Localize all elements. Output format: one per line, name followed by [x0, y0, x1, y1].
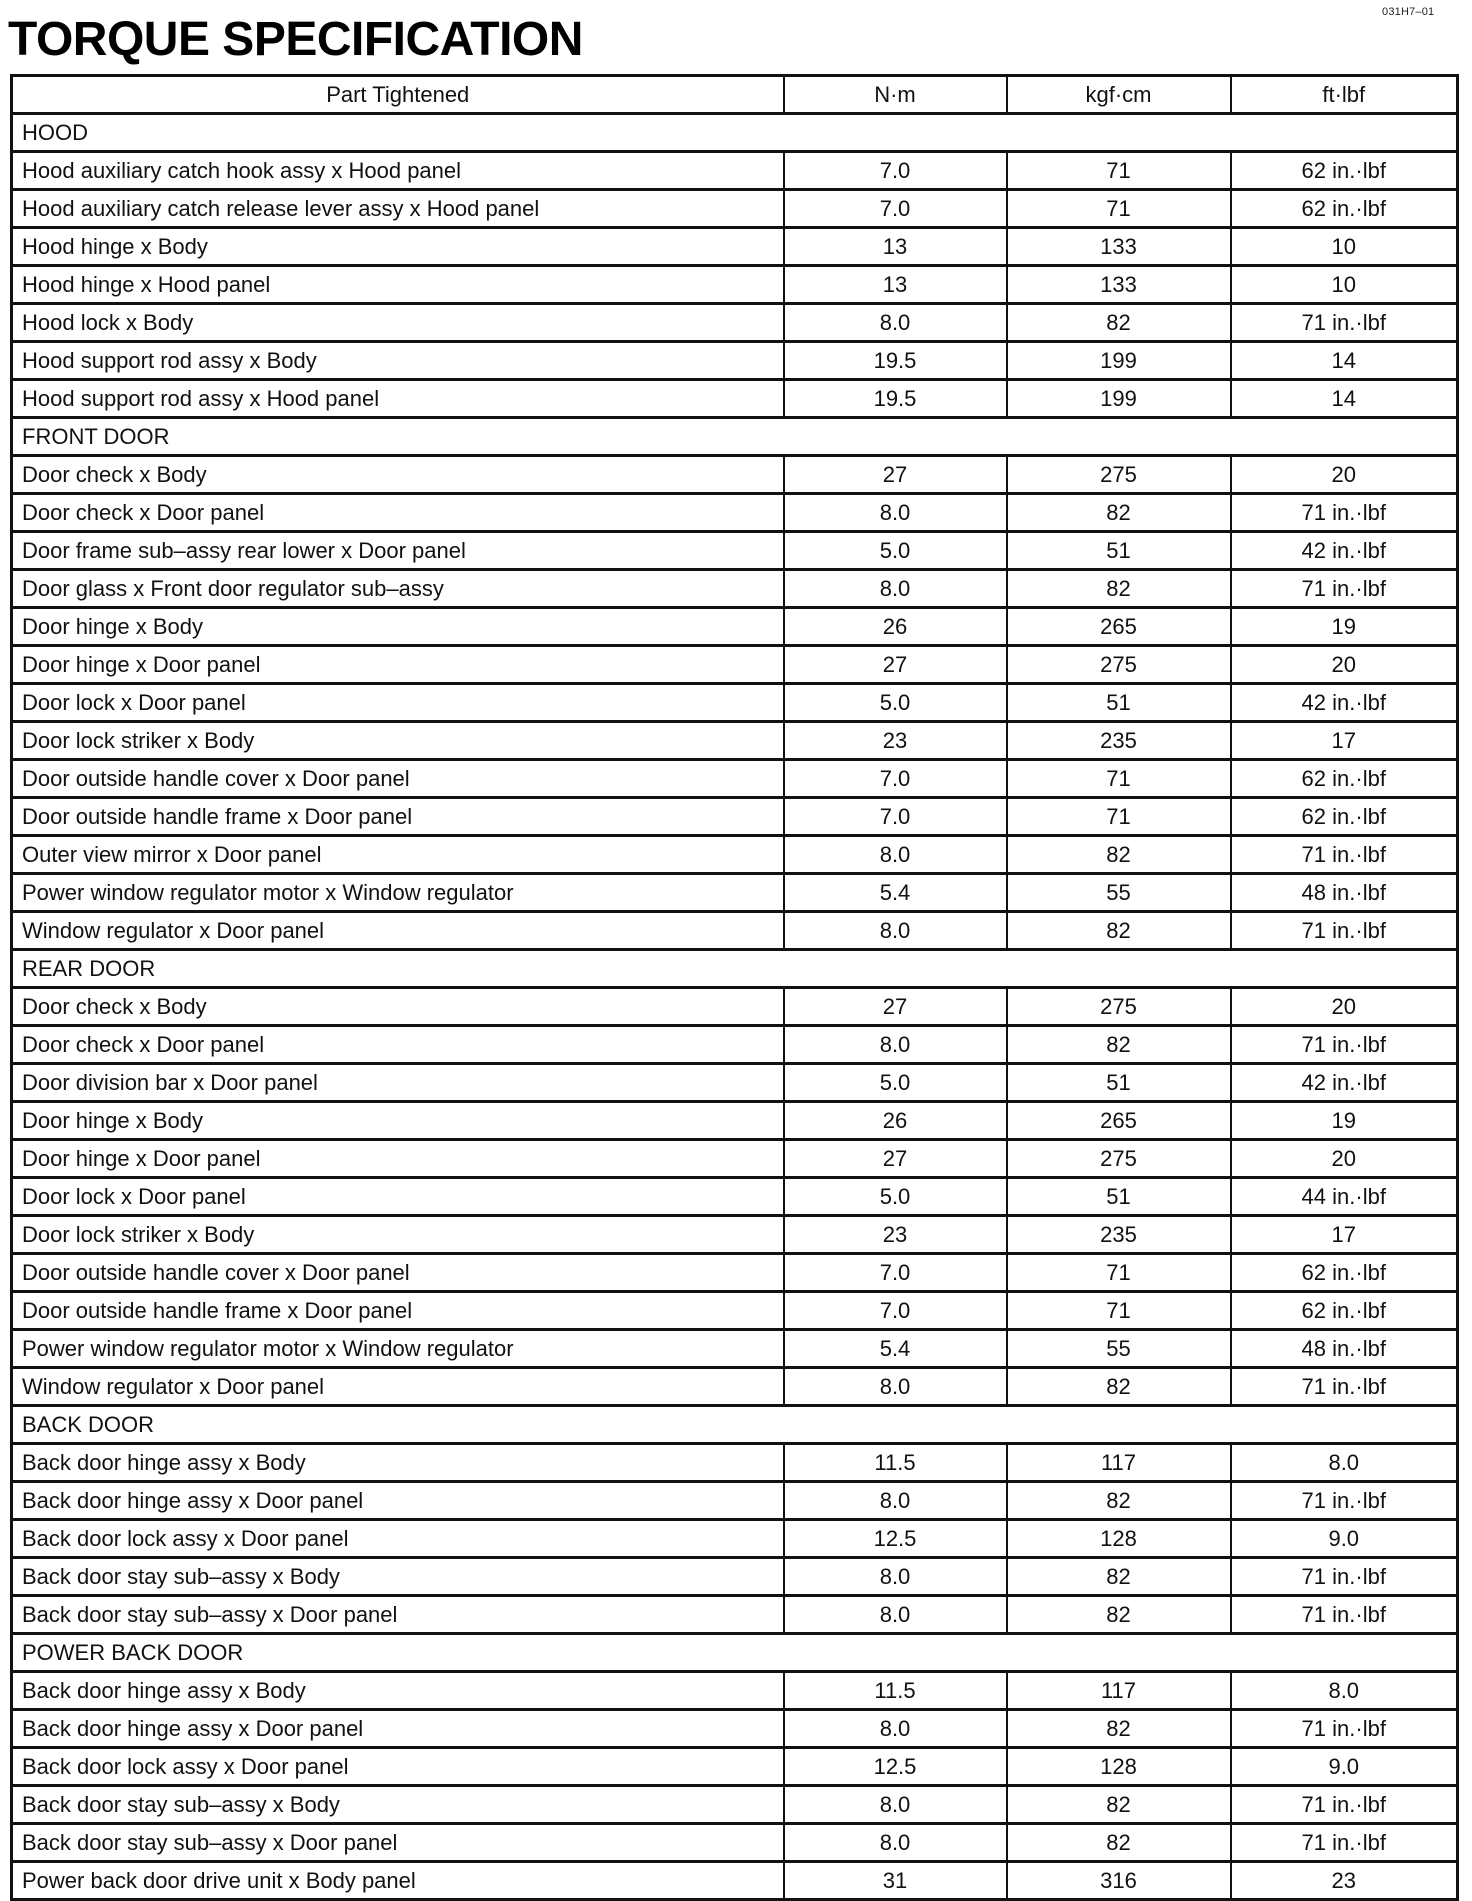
nm-cell: 23: [784, 722, 1007, 760]
nm-cell: 7.0: [784, 1254, 1007, 1292]
table-row: [12, 1710, 1458, 1748]
table-row: [12, 646, 1458, 684]
part-tightened-cell: Hood support rod assy x Body: [12, 342, 784, 380]
nm-cell: 5.0: [784, 1064, 1007, 1102]
part-tightened-cell: Hood support rod assy x Hood panel: [12, 380, 784, 418]
part-tightened-cell: Door check x Body: [12, 456, 784, 494]
kgf-cm-cell: 82: [1007, 1558, 1231, 1596]
nm-cell: 8.0: [784, 836, 1007, 874]
nm-cell: 27: [784, 1140, 1007, 1178]
table-body: [12, 114, 1458, 1900]
table-row: [12, 456, 1458, 494]
kgf-cm-cell: 316: [1007, 1862, 1231, 1900]
section-title: BACK DOOR: [12, 1406, 1458, 1444]
part-tightened-cell: Back door lock assy x Door panel: [12, 1748, 784, 1786]
table-row: [12, 874, 1458, 912]
ft-lbf-cell: 20: [1231, 1140, 1458, 1178]
part-tightened-cell: Door outside handle cover x Door panel: [12, 760, 784, 798]
ft-lbf-cell: 62 in.·lbf: [1231, 798, 1458, 836]
table-row: [12, 494, 1458, 532]
part-tightened-cell: Hood hinge x Hood panel: [12, 266, 784, 304]
header-part-tightened: Part Tightened: [12, 76, 784, 114]
kgf-cm-cell: 275: [1007, 456, 1231, 494]
kgf-cm-cell: 82: [1007, 1596, 1231, 1634]
table-row: [12, 1254, 1458, 1292]
table-row: [12, 1786, 1458, 1824]
ft-lbf-cell: 9.0: [1231, 1520, 1458, 1558]
nm-cell: 11.5: [784, 1672, 1007, 1710]
section-title: POWER BACK DOOR: [12, 1634, 1458, 1672]
table-row: [12, 722, 1458, 760]
ft-lbf-cell: 71 in.·lbf: [1231, 494, 1458, 532]
table-row: [12, 1368, 1458, 1406]
part-tightened-cell: Outer view mirror x Door panel: [12, 836, 784, 874]
section-row: [12, 950, 1458, 988]
table-row: [12, 532, 1458, 570]
nm-cell: 7.0: [784, 152, 1007, 190]
table-row: [12, 1216, 1458, 1254]
nm-cell: 26: [784, 1102, 1007, 1140]
table-row: [12, 760, 1458, 798]
section-row: [12, 1406, 1458, 1444]
nm-cell: 27: [784, 646, 1007, 684]
ft-lbf-cell: 42 in.·lbf: [1231, 1064, 1458, 1102]
nm-cell: 5.0: [784, 532, 1007, 570]
part-tightened-cell: Door hinge x Door panel: [12, 646, 784, 684]
table-row: [12, 342, 1458, 380]
part-tightened-cell: Door outside handle frame x Door panel: [12, 1292, 784, 1330]
kgf-cm-cell: 199: [1007, 380, 1231, 418]
nm-cell: 8.0: [784, 1786, 1007, 1824]
table-row: [12, 570, 1458, 608]
part-tightened-cell: Back door hinge assy x Door panel: [12, 1482, 784, 1520]
part-tightened-cell: Door division bar x Door panel: [12, 1064, 784, 1102]
ft-lbf-cell: 10: [1231, 266, 1458, 304]
table-row: [12, 1558, 1458, 1596]
part-tightened-cell: Back door stay sub–assy x Door panel: [12, 1596, 784, 1634]
kgf-cm-cell: 82: [1007, 1786, 1231, 1824]
ft-lbf-cell: 10: [1231, 228, 1458, 266]
part-tightened-cell: Door lock striker x Body: [12, 722, 784, 760]
nm-cell: 26: [784, 608, 1007, 646]
kgf-cm-cell: 71: [1007, 798, 1231, 836]
part-tightened-cell: Hood hinge x Body: [12, 228, 784, 266]
part-tightened-cell: Back door stay sub–assy x Body: [12, 1786, 784, 1824]
table-row: [12, 266, 1458, 304]
ft-lbf-cell: 62 in.·lbf: [1231, 1254, 1458, 1292]
part-tightened-cell: Power back door drive unit x Body panel: [12, 1862, 784, 1900]
ft-lbf-cell: 62 in.·lbf: [1231, 1292, 1458, 1330]
ft-lbf-cell: 71 in.·lbf: [1231, 1368, 1458, 1406]
kgf-cm-cell: 82: [1007, 836, 1231, 874]
part-tightened-cell: Power window regulator motor x Window regulator: [12, 874, 784, 912]
kgf-cm-cell: 265: [1007, 608, 1231, 646]
table-row: [12, 228, 1458, 266]
kgf-cm-cell: 235: [1007, 722, 1231, 760]
ft-lbf-cell: 8.0: [1231, 1444, 1458, 1482]
kgf-cm-cell: 82: [1007, 912, 1231, 950]
table-row: [12, 190, 1458, 228]
kgf-cm-cell: 82: [1007, 1368, 1231, 1406]
table-row: [12, 836, 1458, 874]
nm-cell: 7.0: [784, 190, 1007, 228]
kgf-cm-cell: 82: [1007, 570, 1231, 608]
nm-cell: 8.0: [784, 304, 1007, 342]
ft-lbf-cell: 14: [1231, 380, 1458, 418]
part-tightened-cell: Back door hinge assy x Door panel: [12, 1710, 784, 1748]
table-row: [12, 1330, 1458, 1368]
ft-lbf-cell: 71 in.·lbf: [1231, 304, 1458, 342]
part-tightened-cell: Door lock x Door panel: [12, 1178, 784, 1216]
nm-cell: 31: [784, 1862, 1007, 1900]
kgf-cm-cell: 55: [1007, 1330, 1231, 1368]
nm-cell: 12.5: [784, 1520, 1007, 1558]
part-tightened-cell: Window regulator x Door panel: [12, 912, 784, 950]
nm-cell: 23: [784, 1216, 1007, 1254]
part-tightened-cell: Door hinge x Body: [12, 608, 784, 646]
ft-lbf-cell: 14: [1231, 342, 1458, 380]
ft-lbf-cell: 71 in.·lbf: [1231, 1026, 1458, 1064]
table-row: [12, 608, 1458, 646]
nm-cell: 27: [784, 456, 1007, 494]
kgf-cm-cell: 199: [1007, 342, 1231, 380]
kgf-cm-cell: 275: [1007, 646, 1231, 684]
nm-cell: 12.5: [784, 1748, 1007, 1786]
nm-cell: 19.5: [784, 342, 1007, 380]
ft-lbf-cell: 71 in.·lbf: [1231, 1482, 1458, 1520]
ft-lbf-cell: 20: [1231, 988, 1458, 1026]
table-row: [12, 1178, 1458, 1216]
nm-cell: 7.0: [784, 1292, 1007, 1330]
ft-lbf-cell: 17: [1231, 722, 1458, 760]
part-tightened-cell: Hood lock x Body: [12, 304, 784, 342]
table-row: [12, 1824, 1458, 1862]
nm-cell: 8.0: [784, 1026, 1007, 1064]
ft-lbf-cell: 19: [1231, 1102, 1458, 1140]
nm-cell: 8.0: [784, 1596, 1007, 1634]
ft-lbf-cell: 20: [1231, 646, 1458, 684]
nm-cell: 8.0: [784, 494, 1007, 532]
table-row: [12, 1748, 1458, 1786]
table-row: [12, 152, 1458, 190]
kgf-cm-cell: 128: [1007, 1748, 1231, 1786]
nm-cell: 19.5: [784, 380, 1007, 418]
ft-lbf-cell: 71 in.·lbf: [1231, 1596, 1458, 1634]
nm-cell: 8.0: [784, 1824, 1007, 1862]
part-tightened-cell: Door hinge x Body: [12, 1102, 784, 1140]
section-title: FRONT DOOR: [12, 418, 1458, 456]
nm-cell: 7.0: [784, 760, 1007, 798]
table-row: [12, 684, 1458, 722]
table-row: [12, 1026, 1458, 1064]
ft-lbf-cell: 48 in.·lbf: [1231, 874, 1458, 912]
ft-lbf-cell: 48 in.·lbf: [1231, 1330, 1458, 1368]
ft-lbf-cell: 42 in.·lbf: [1231, 684, 1458, 722]
kgf-cm-cell: 71: [1007, 760, 1231, 798]
section-row: [12, 1634, 1458, 1672]
table-row: [12, 304, 1458, 342]
kgf-cm-cell: 55: [1007, 874, 1231, 912]
nm-cell: 8.0: [784, 1558, 1007, 1596]
part-tightened-cell: Back door hinge assy x Body: [12, 1444, 784, 1482]
part-tightened-cell: Door check x Door panel: [12, 494, 784, 532]
nm-cell: 8.0: [784, 570, 1007, 608]
kgf-cm-cell: 117: [1007, 1672, 1231, 1710]
kgf-cm-cell: 82: [1007, 494, 1231, 532]
table-row: [12, 1520, 1458, 1558]
page-title: TORQUE SPECIFICATION: [8, 13, 583, 66]
table-row: [12, 1102, 1458, 1140]
ft-lbf-cell: 71 in.·lbf: [1231, 1786, 1458, 1824]
header-nm: N·m: [784, 76, 1007, 114]
ft-lbf-cell: 71 in.·lbf: [1231, 1824, 1458, 1862]
kgf-cm-cell: 133: [1007, 228, 1231, 266]
part-tightened-cell: Back door hinge assy x Body: [12, 1672, 784, 1710]
document-code: 031H7–01: [1382, 6, 1435, 18]
ft-lbf-cell: 62 in.·lbf: [1231, 190, 1458, 228]
kgf-cm-cell: 128: [1007, 1520, 1231, 1558]
nm-cell: 5.0: [784, 684, 1007, 722]
part-tightened-cell: Door lock striker x Body: [12, 1216, 784, 1254]
kgf-cm-cell: 71: [1007, 1254, 1231, 1292]
ft-lbf-cell: 17: [1231, 1216, 1458, 1254]
ft-lbf-cell: 71 in.·lbf: [1231, 1710, 1458, 1748]
ft-lbf-cell: 62 in.·lbf: [1231, 760, 1458, 798]
table-row: [12, 1444, 1458, 1482]
table-header-row: [12, 76, 1458, 114]
ft-lbf-cell: 20: [1231, 456, 1458, 494]
ft-lbf-cell: 23: [1231, 1862, 1458, 1900]
nm-cell: 7.0: [784, 798, 1007, 836]
kgf-cm-cell: 71: [1007, 152, 1231, 190]
nm-cell: 11.5: [784, 1444, 1007, 1482]
table-row: [12, 1672, 1458, 1710]
table-row: [12, 1064, 1458, 1102]
part-tightened-cell: Door hinge x Door panel: [12, 1140, 784, 1178]
part-tightened-cell: Door outside handle cover x Door panel: [12, 1254, 784, 1292]
kgf-cm-cell: 82: [1007, 1482, 1231, 1520]
part-tightened-cell: Back door stay sub–assy x Body: [12, 1558, 784, 1596]
part-tightened-cell: Door check x Body: [12, 988, 784, 1026]
ft-lbf-cell: 71 in.·lbf: [1231, 912, 1458, 950]
table-row: [12, 1292, 1458, 1330]
table-row: [12, 1862, 1458, 1900]
kgf-cm-cell: 235: [1007, 1216, 1231, 1254]
ft-lbf-cell: 71 in.·lbf: [1231, 836, 1458, 874]
section-title: HOOD: [12, 114, 1458, 152]
kgf-cm-cell: 51: [1007, 1178, 1231, 1216]
ft-lbf-cell: 44 in.·lbf: [1231, 1178, 1458, 1216]
torque-spec-table: [10, 74, 1459, 1901]
nm-cell: 13: [784, 266, 1007, 304]
kgf-cm-cell: 82: [1007, 1824, 1231, 1862]
section-row: [12, 114, 1458, 152]
part-tightened-cell: Door frame sub–assy rear lower x Door panel: [12, 532, 784, 570]
part-tightened-cell: Door glass x Front door regulator sub–assy: [12, 570, 784, 608]
kgf-cm-cell: 82: [1007, 304, 1231, 342]
part-tightened-cell: Door check x Door panel: [12, 1026, 784, 1064]
kgf-cm-cell: 133: [1007, 266, 1231, 304]
ft-lbf-cell: 71 in.·lbf: [1231, 1558, 1458, 1596]
kgf-cm-cell: 71: [1007, 1292, 1231, 1330]
table-row: [12, 380, 1458, 418]
kgf-cm-cell: 275: [1007, 1140, 1231, 1178]
part-tightened-cell: Hood auxiliary catch hook assy x Hood panel: [12, 152, 784, 190]
section-title: REAR DOOR: [12, 950, 1458, 988]
table-row: [12, 912, 1458, 950]
table-row: [12, 988, 1458, 1026]
part-tightened-cell: Hood auxiliary catch release lever assy x Hood panel: [12, 190, 784, 228]
nm-cell: 8.0: [784, 1482, 1007, 1520]
kgf-cm-cell: 51: [1007, 684, 1231, 722]
kgf-cm-cell: 51: [1007, 1064, 1231, 1102]
nm-cell: 8.0: [784, 912, 1007, 950]
ft-lbf-cell: 71 in.·lbf: [1231, 570, 1458, 608]
part-tightened-cell: Back door lock assy x Door panel: [12, 1520, 784, 1558]
ft-lbf-cell: 8.0: [1231, 1672, 1458, 1710]
ft-lbf-cell: 42 in.·lbf: [1231, 532, 1458, 570]
kgf-cm-cell: 82: [1007, 1710, 1231, 1748]
part-tightened-cell: Back door stay sub–assy x Door panel: [12, 1824, 784, 1862]
nm-cell: 13: [784, 228, 1007, 266]
part-tightened-cell: Door lock x Door panel: [12, 684, 784, 722]
kgf-cm-cell: 71: [1007, 190, 1231, 228]
nm-cell: 5.4: [784, 874, 1007, 912]
table-row: [12, 1140, 1458, 1178]
header-kgf-cm: kgf·cm: [1007, 76, 1231, 114]
part-tightened-cell: Window regulator x Door panel: [12, 1368, 784, 1406]
part-tightened-cell: Power window regulator motor x Window regulator: [12, 1330, 784, 1368]
kgf-cm-cell: 117: [1007, 1444, 1231, 1482]
ft-lbf-cell: 9.0: [1231, 1748, 1458, 1786]
table-row: [12, 1596, 1458, 1634]
ft-lbf-cell: 62 in.·lbf: [1231, 152, 1458, 190]
header-ft-lbf: ft·lbf: [1231, 76, 1458, 114]
nm-cell: 5.0: [784, 1178, 1007, 1216]
ft-lbf-cell: 19: [1231, 608, 1458, 646]
nm-cell: 8.0: [784, 1368, 1007, 1406]
nm-cell: 27: [784, 988, 1007, 1026]
kgf-cm-cell: 82: [1007, 1026, 1231, 1064]
table-row: [12, 798, 1458, 836]
section-row: [12, 418, 1458, 456]
kgf-cm-cell: 51: [1007, 532, 1231, 570]
nm-cell: 5.4: [784, 1330, 1007, 1368]
kgf-cm-cell: 265: [1007, 1102, 1231, 1140]
kgf-cm-cell: 275: [1007, 988, 1231, 1026]
nm-cell: 8.0: [784, 1710, 1007, 1748]
part-tightened-cell: Door outside handle frame x Door panel: [12, 798, 784, 836]
table-row: [12, 1482, 1458, 1520]
